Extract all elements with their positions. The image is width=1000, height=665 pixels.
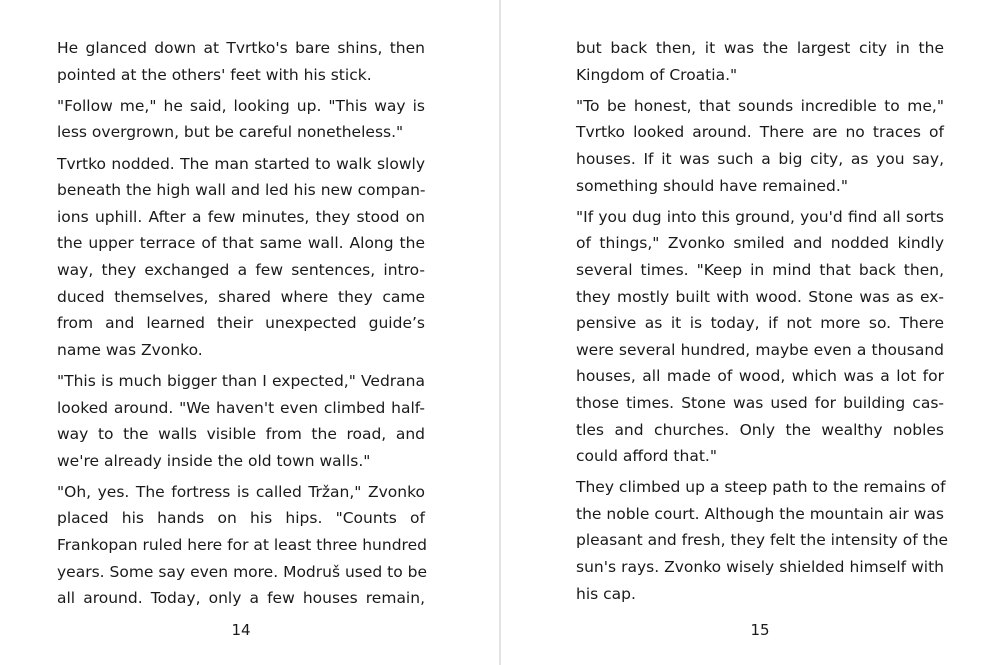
text-line: duced themselves, shared where they came	[57, 287, 425, 306]
text-line: could afford that."	[576, 447, 717, 466]
text-line: name was Zvonko.	[57, 340, 203, 359]
text-line: He glanced down at Tvrtko's bare shins, then	[57, 39, 425, 57]
text-line: houses, all made of wood, which was a lot for	[576, 367, 944, 386]
text-line: sun's rays. Zvonko wisely shielded himself with	[576, 558, 944, 577]
text-line: "To be honest, that sounds incredible to me,"	[576, 96, 944, 115]
text-line: of things," Zvonko smiled and nodded kindly	[576, 234, 944, 253]
text-line: "Follow me," he said, looking up. "This way is	[57, 96, 425, 115]
left-page-text	[57, 35, 428, 616]
text-line: were several hundred, maybe even a thousand	[576, 340, 944, 359]
text-line: "If you dug into this ground, you'd find all sorts	[576, 207, 944, 226]
paragraph	[57, 35, 425, 88]
text-line: ions uphill. After a few minutes, they stood on	[57, 207, 425, 226]
text-line: they mostly built with wood. Stone was as ex-	[576, 287, 944, 306]
paragraph	[57, 368, 425, 474]
text-line: less overgrown, but be careful nonetheless."	[57, 123, 404, 142]
text-line: but back then, it was the largest city in the	[576, 39, 944, 57]
text-line: the upper terrace of that same wall. Along the	[57, 234, 425, 253]
paragraph	[57, 479, 428, 612]
text-line: They climbed up a steep path to the remains of	[576, 478, 946, 497]
right-page-text	[576, 35, 949, 612]
text-line: from and learned their unexpected guide’s	[57, 314, 425, 333]
text-line: pointed at the others' feet with his stick.	[57, 65, 372, 84]
text-line: something should have remained."	[576, 176, 848, 195]
right-page-number: 15	[750, 621, 770, 639]
text-line: way, they exchanged a few sentences, intro-	[57, 260, 425, 279]
text-line: beneath the high wall and led his new compan-	[57, 181, 426, 200]
left-page-number: 14	[231, 621, 251, 639]
text-line: Tvrtko looked around. There are no traces of	[576, 123, 944, 142]
text-line: placed his hands on his hips. "Counts of	[57, 509, 425, 528]
text-line: "Oh, yes. The fortress is called Tržan," Zvonko	[57, 482, 425, 501]
text-line: tles and churches. Only the wealthy nobles	[576, 420, 944, 439]
paragraph	[576, 35, 944, 88]
paragraph	[57, 93, 425, 146]
text-line: pensive as it is today, if not more so. There	[576, 314, 944, 333]
text-line: Frankopan ruled here for at least three hundred	[57, 536, 427, 555]
text-line: way to the walls visible from the road, and	[57, 425, 425, 444]
text-line: houses. If it was such a big city, as you say,	[576, 149, 944, 168]
text-line: Tvrtko nodded. The man started to walk slowly	[57, 154, 425, 173]
text-line: Kingdom of Croatia."	[576, 65, 738, 84]
paragraph	[576, 204, 944, 470]
text-line: we're already inside the old town walls."	[57, 451, 371, 470]
text-line: those times. Stone was used for building cas-	[576, 393, 944, 412]
text-line: looked around. "We haven't even climbed half-	[57, 398, 425, 417]
text-line: years. Some say even more. Modruš used to be	[57, 562, 428, 581]
text-line: "This is much bigger than I expected," Vedrana	[57, 371, 425, 390]
text-line: the noble court. Although the mountain air was	[576, 504, 944, 523]
paragraph	[57, 151, 425, 364]
text-line: his cap.	[576, 584, 636, 603]
text-line: all around. Today, only a few houses remain,	[57, 589, 425, 608]
text-line: pleasant and fresh, they felt the intensity of the	[576, 531, 949, 550]
paragraph	[576, 93, 944, 199]
right-page	[500, 0, 1000, 665]
text-line: several times. "Keep in mind that back then,	[576, 260, 944, 279]
paragraph	[576, 474, 949, 607]
